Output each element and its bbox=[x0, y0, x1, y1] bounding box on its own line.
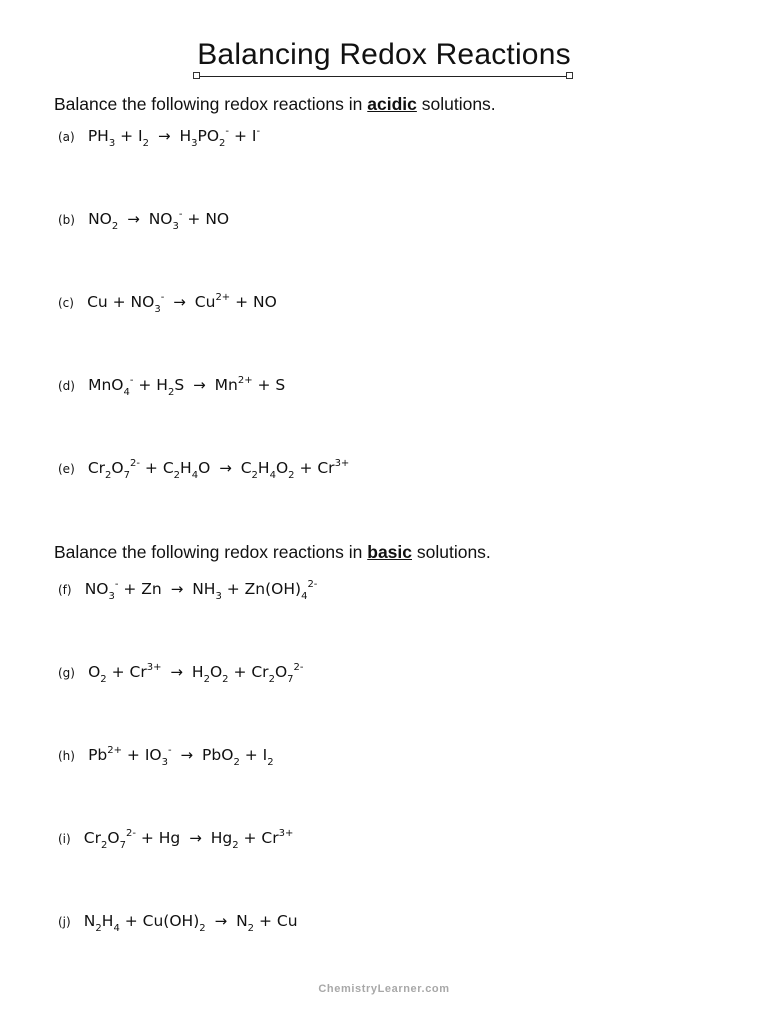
acidic-instruction-suffix: solutions. bbox=[416, 94, 496, 114]
problem-label: (i) bbox=[58, 832, 71, 846]
problem-equation: $Cr_2O_7^{2-} + C_2H_4O \to C_2H_4O_2 + Cr^{3+}$ bbox=[87, 458, 350, 481]
problem-f bbox=[58, 579, 318, 602]
problem-j bbox=[58, 911, 298, 934]
problem-label: (f) bbox=[58, 583, 72, 597]
problem-e bbox=[58, 458, 350, 481]
acidic-keyword: acidic bbox=[367, 94, 417, 114]
basic-instruction bbox=[54, 542, 491, 563]
problem-i bbox=[58, 828, 294, 851]
page-title: Balancing Redox Reactions bbox=[197, 38, 571, 71]
problem-equation: $O_2 + Cr^{3+} \to H_2O_2 + Cr_2O_7^{2-}$ bbox=[88, 662, 304, 685]
title-rule-right-handle bbox=[566, 72, 573, 79]
problem-equation: $NO_2 \to NO_3^-$ + NO bbox=[88, 209, 230, 232]
problem-h bbox=[58, 745, 274, 768]
basic-instruction-suffix: solutions. bbox=[412, 542, 491, 562]
problem-equation: $MnO_4^- + H_2S \to Mn^{2+} + S$ bbox=[88, 375, 286, 398]
problem-label: (d) bbox=[58, 379, 75, 393]
acidic-instruction bbox=[54, 94, 496, 115]
problem-c bbox=[58, 292, 277, 315]
problem-equation: $Pb^{2+} + IO_3^- \to PbO_2 + I_2$ bbox=[88, 745, 274, 768]
problem-equation: $NO_3^- + Zn \to NH_3 + Zn(OH)_4^{2-}$ bbox=[84, 579, 318, 602]
basic-keyword: basic bbox=[367, 542, 412, 562]
problem-label: (j) bbox=[58, 915, 71, 929]
problem-label: (g) bbox=[58, 666, 75, 680]
problem-a bbox=[58, 126, 261, 149]
acidic-instruction-prefix: Balance the following redox reactions in bbox=[54, 94, 368, 114]
problem-equation: $Cr_2O_7^{2-} + Hg \to Hg_2 + Cr^{3+}$ bbox=[83, 828, 294, 851]
problem-label: (b) bbox=[58, 213, 75, 227]
problem-label: (c) bbox=[58, 296, 74, 310]
title-rule-left-handle bbox=[193, 72, 200, 79]
problem-d bbox=[58, 375, 286, 398]
site-watermark: ChemistryLearner.com bbox=[318, 983, 450, 995]
title-underline bbox=[197, 76, 570, 77]
problem-b bbox=[58, 209, 230, 232]
basic-instruction-prefix: Balance the following redox reactions in bbox=[54, 542, 368, 562]
problem-label: (e) bbox=[58, 462, 75, 476]
problem-equation: $N_2H_4 + Cu(OH)_2 \to N_2 + Cu$ bbox=[83, 912, 298, 934]
problem-label: (h) bbox=[58, 749, 75, 763]
problem-equation: $Cu + NO_3^- \to Cu^{2+}$ + NO bbox=[87, 292, 277, 315]
problem-label: (a) bbox=[58, 130, 75, 144]
problem-g bbox=[58, 662, 304, 685]
problem-equation: $PH_3 + I_2 \to H_3PO_2^- + I^-$ bbox=[87, 126, 261, 149]
